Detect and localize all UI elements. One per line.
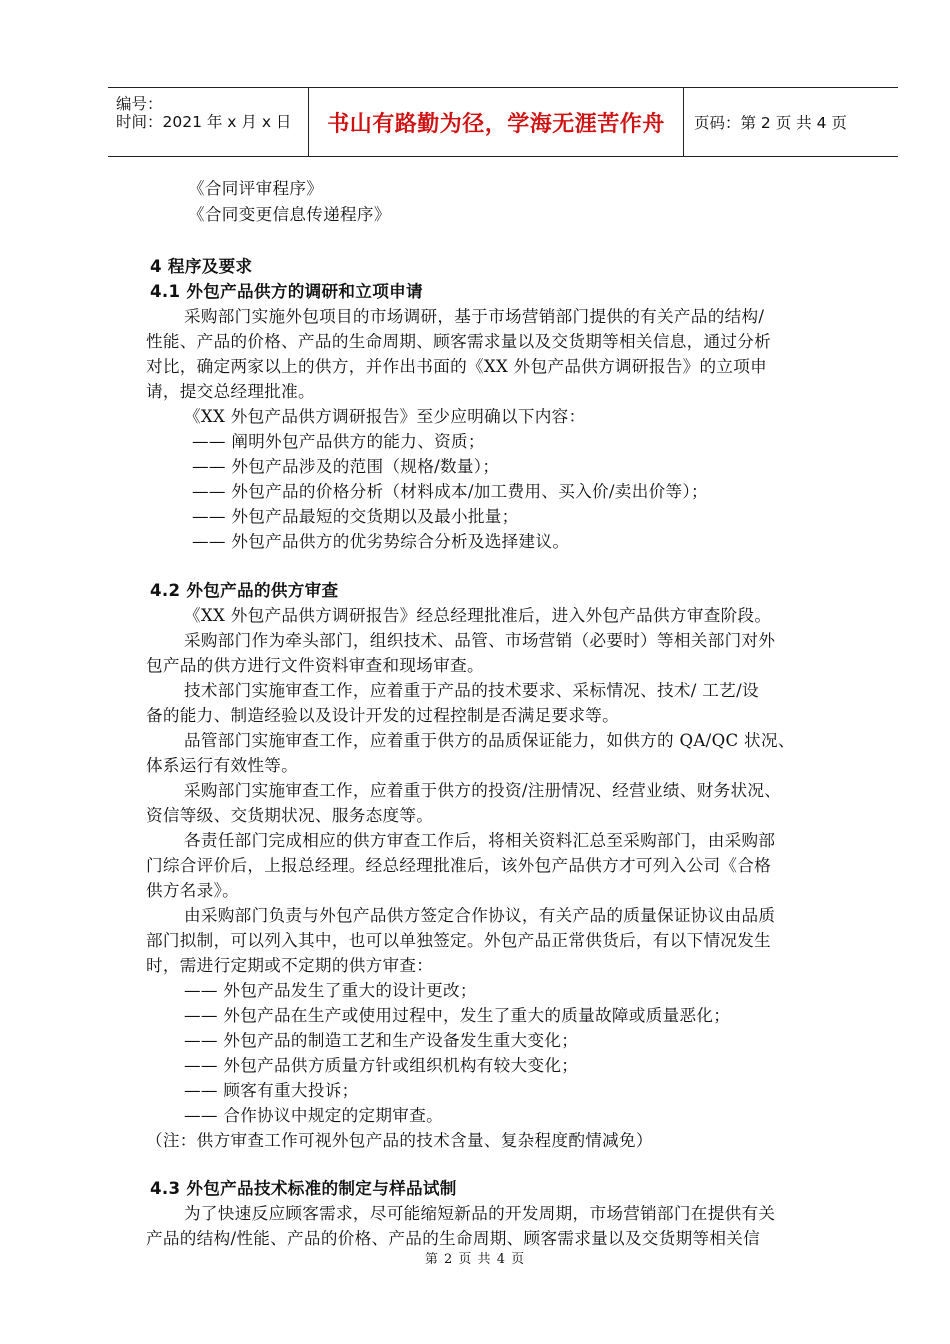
document-date: 时间：2021 年 x 月 x 日	[116, 113, 292, 131]
subsection-heading: 4.3 外包产品技术标准的制定与样品试制	[150, 1179, 457, 1198]
paragraph-line: 对比，确定两家以上的供方，并作出书面的《XX 外包产品供方调研报告》的立项申	[146, 357, 768, 376]
list-item: —— 外包产品的价格分析（材料成本/加工费用、买入价/卖出价等）；	[192, 482, 708, 501]
paragraph-line: 《XX 外包产品供方调研报告》至少应明确以下内容：	[184, 407, 586, 426]
header-motto-cell	[308, 88, 684, 156]
reference-doc: 《合同变更信息传递程序》	[188, 205, 391, 224]
list-item: —— 阐明外包产品供方的能力、资质；	[192, 432, 485, 451]
paragraph-line: 各责任部门完成相应的供方审查工作后，将相关资料汇总至采购部门，由采购部	[184, 831, 776, 850]
note-line: （注：供方审查工作可视外包产品的技术含量、复杂程度酌情减免）	[146, 1131, 653, 1150]
list-item: —— 合作协议中规定的定期审查。	[184, 1106, 443, 1125]
paragraph-line: 时，需进行定期或不定期的供方审查：	[146, 956, 434, 975]
header-meta	[108, 88, 308, 156]
page-footer: 第 2 页 共 4 页	[424, 1252, 526, 1267]
section-heading: 4 程序及要求	[150, 257, 253, 276]
paragraph-line: 产品的结构/性能、产品的价格、产品的生命周期、顾客需求量以及交货期等相关信	[146, 1229, 761, 1248]
paragraph-line: 采购部门实施外包项目的市场调研，基于市场营销部门提供的有关产品的结构/	[184, 307, 765, 326]
paragraph-line: 采购部门作为牵头部门，组织技术、品管、市场营销（必要时）等相关部门对外	[184, 631, 776, 650]
page-header	[108, 87, 898, 157]
list-item: —— 外包产品在生产或使用过程中，发生了重大的质量故障或质量恶化；	[184, 1006, 731, 1025]
list-item: —— 外包产品涉及的范围（规格/数量）；	[192, 457, 500, 476]
list-item: —— 外包产品发生了重大的设计更改；	[184, 981, 477, 1000]
reference-doc: 《合同评审程序》	[188, 179, 324, 198]
header-motto: 书山有路勤为径，学海无涯苦作舟	[327, 111, 665, 137]
paragraph-line: 部门拟制，可以列入其中，也可以单独签定。外包产品正常供货后，有以下情况发生	[146, 931, 772, 950]
list-item: —— 外包产品供方的优劣势综合分析及选择建议。	[192, 532, 570, 551]
list-item: —— 外包产品的制造工艺和生产设备发生重大变化；	[184, 1031, 579, 1050]
list-item: —— 外包产品供方质量方针或组织机构有较大变化；	[184, 1056, 579, 1075]
paragraph-line: 供方名录》。	[146, 881, 240, 900]
subsection-heading: 4.2 外包产品的供方审查	[150, 581, 339, 600]
paragraph-line: 由采购部门负责与外包产品供方签定合作协议，有关产品的质量保证协议由品质	[184, 906, 776, 925]
subsection-heading: 4.1 外包产品供方的调研和立项申请	[150, 282, 423, 301]
paragraph-line: 请，提交总经理批准。	[146, 382, 315, 401]
paragraph-line: 品管部门实施审查工作，应着重于供方的品质保证能力，如供方的 QA/QC 状况、	[184, 731, 795, 750]
paragraph-line: 门综合评价后，上报总经理。经总经理批准后，该外包产品供方才可列入公司《合格	[146, 856, 772, 875]
paragraph-line: 采购部门实施审查工作，应着重于供方的投资/注册情况、经营业绩、财务状况、	[184, 781, 782, 800]
paragraph-line: 性能、产品的价格、产品的生命周期、顾客需求量以及交货期等相关信息，通过分析	[146, 332, 772, 351]
paragraph-line: 体系运行有效性等。	[146, 756, 299, 775]
paragraph-line: 备的能力、制造经验以及设计开发的过程控制是否满足要求等。	[146, 706, 620, 725]
header-page-info: 页码：第 2 页 共 4 页	[694, 114, 847, 132]
list-item: —— 顾客有重大投诉；	[184, 1081, 359, 1100]
document-number-label: 编号：	[116, 95, 163, 113]
paragraph-line: 《XX 外包产品供方调研报告》经总经理批准后，进入外包产品供方审查阶段。	[184, 606, 772, 625]
paragraph-line: 包产品的供方进行文件资料审查和现场审查。	[146, 656, 484, 675]
paragraph-line: 资信等级、交货期状况、服务态度等。	[146, 806, 434, 825]
paragraph-line: 技术部门实施审查工作，应着重于产品的技术要求、采标情况、技术/ 工艺/设	[184, 681, 759, 700]
list-item: —— 外包产品最短的交货期以及最小批量；	[192, 507, 519, 526]
paragraph-line: 为了快速反应顾客需求，尽可能缩短新品的开发周期，市场营销部门在提供有关	[184, 1204, 776, 1223]
